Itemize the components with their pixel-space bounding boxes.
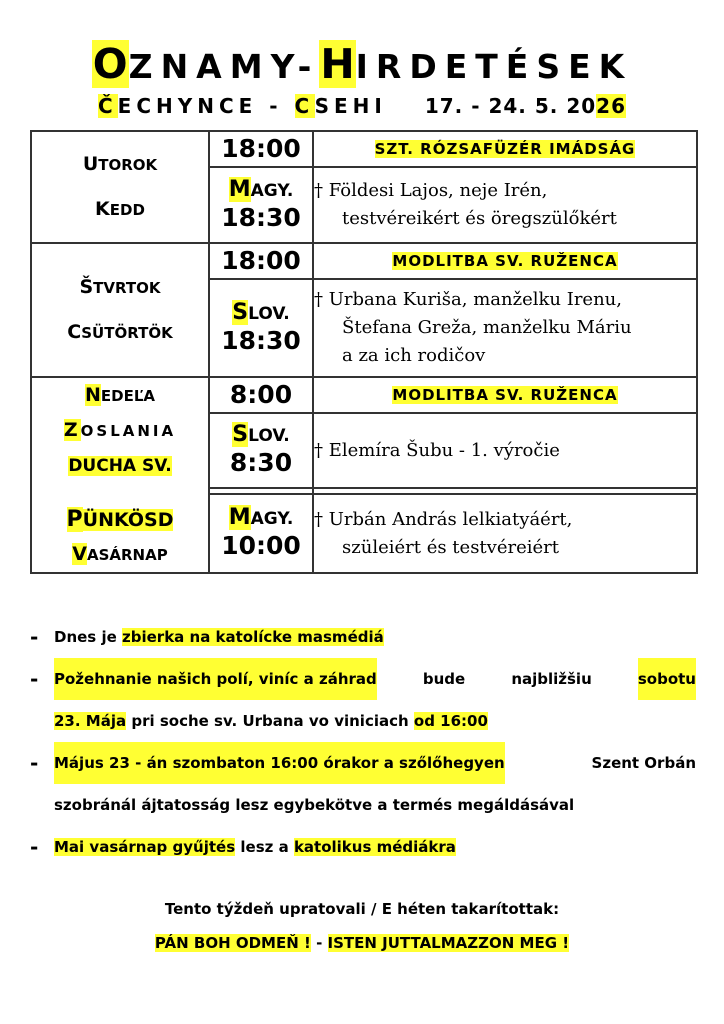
page-subtitle: ČECHYNCE - CSEHI 17. - 24. 5. 2026 (97, 94, 627, 118)
page-title: OZNAMY-HIRDETÉSEK (92, 40, 633, 88)
table-row: MAGY. 18:30 † Földesi Lajos, neje Irén, testvéreikért és öregszülőkért (31, 167, 697, 243)
announcements (30, 616, 696, 868)
schedule-table (30, 130, 698, 574)
table-row: NEDEĽA ZOSLANIA DUCHA SV. PÜNKÖSD VASÁRNAP 8:00 MODLITBA SV. RUŽENCA (31, 377, 697, 413)
table-row: MAGY. 10:00 † Urbán András lelkiatyáért, szüleiért és testvéreiért (31, 494, 697, 573)
day-sunday: NEDEĽA ZOSLANIA DUCHA SV. PÜNKÖSD VASÁRNAP (31, 377, 209, 573)
list-item: - Požehnanie našich polí, viníc a záhrad bude najbližšiu sobotu 23. Mája pri soche sv. Urbana vo viniciach od 16:00 (30, 658, 696, 742)
list-item: - Május 23 - án szombaton 16:00 órakor a szőlőhegyen Szent Orbán szobránál ájtatosság lesz egybekötve a termés megáldásával (30, 742, 696, 826)
list-item: - Dnes je zbierka na katolícke masmédiá (30, 625, 384, 649)
table-row: SLOV. 18:30 † Urbana Kuriša, manželku Irenu, Štefana Greža, manželku Máriu a za ich rodičov (31, 279, 697, 377)
table-row: SLOV. 8:30 † Elemíra Šubu - 1. výročie (31, 413, 697, 488)
date-range: 17. - 24. 5. 2026 (424, 94, 627, 118)
day-tuesday: UTOROK KEDD (31, 131, 209, 243)
list-item: - Mai vasárnap gyűjtés lesz a katolikus médiákra (30, 835, 456, 859)
day-thursday: ŠTVRTOK CSÜTÖRTÖK (31, 243, 209, 377)
table-row: ŠTVRTOK CSÜTÖRTÖK 18:00 MODLITBA SV. RUŽENCA (31, 243, 697, 279)
table-row: UTOROK KEDD 18:00 SZT. RÓZSAFÜZÉR IMÁDSÁG (31, 131, 697, 167)
footer: Tento týždeň upratovali / E héten takarítottak: PÁN BOH ODMEŇ ! - ISTEN JUTTALMAZZON MEG ! (154, 900, 570, 952)
